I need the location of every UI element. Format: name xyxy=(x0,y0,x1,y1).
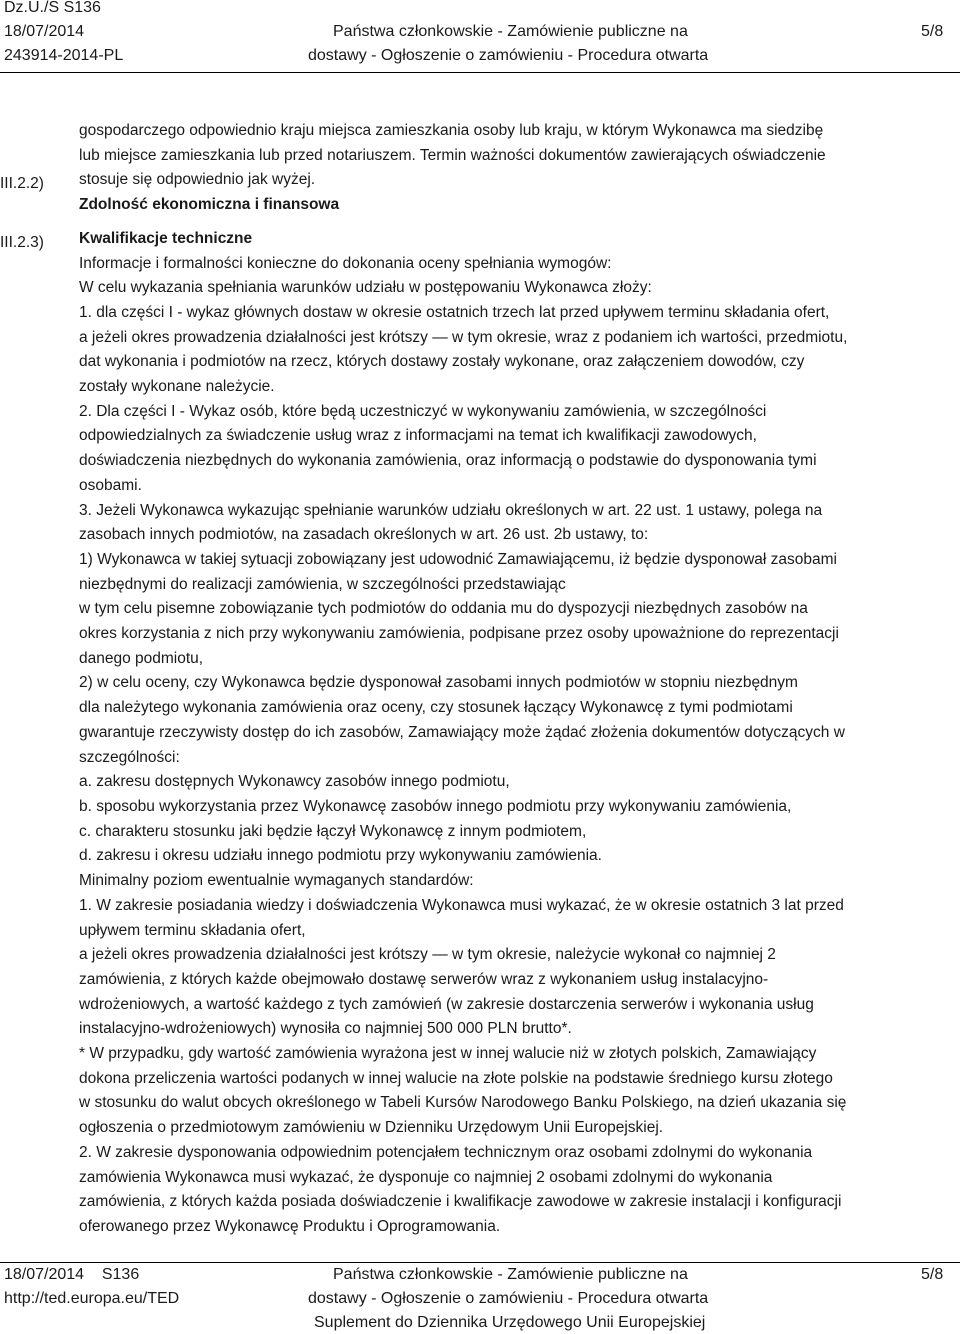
text-line: 1. dla części I - wykaz głównych dostaw w okresie ostatnich trzech lat przed upływem terminu składania ofert, xyxy=(79,303,830,321)
header-journal-ref: Dz.U./S S136 xyxy=(4,0,101,16)
text-line: zamówienia, z których każde obejmowało dostawę serwerów wraz z wykonaniem usług instalacyjno- xyxy=(79,970,769,988)
footer-ted-link[interactable]: http://ted.europa.eu/TED xyxy=(4,1290,180,1307)
text-line: szczególności: xyxy=(79,748,180,766)
header-rule xyxy=(0,72,960,73)
text-line: b. sposobu wykorzystania przez Wykonawcę zasobów innego podmiotu przy wykonywaniu zamówienia, xyxy=(79,797,792,815)
header-notice-id: 243914-2014-PL xyxy=(4,47,124,64)
document-body xyxy=(79,119,957,1240)
header-title-line1: Państwa członkowskie - Zamówienie publiczne na xyxy=(333,23,688,40)
section-number-iii-2-2: III.2.2) xyxy=(0,175,44,192)
text-line: a. zakresu dostępnych Wykonawcy zasobów innego podmiotu, xyxy=(79,773,510,791)
text-line: zamówienia Wykonawca musi wykazać, że dysponuje co najmniej 2 osobami zdolnymi do wykonania xyxy=(79,1168,773,1186)
text-line: 2. W zakresie dysponowania odpowiednim potencjałem technicznym oraz osobami zdolnymi do wykonania xyxy=(79,1143,813,1161)
text-line: niezbędnymi do realizacji zamówienia, w szczególności przedstawiając xyxy=(79,575,566,593)
text-line: W celu wykazania spełniania warunków udziału w postępowaniu Wykonawca złoży: xyxy=(79,279,652,297)
text-line: odpowiedzialnych za świadczenie usług wraz z informacjami na temat ich kwalifikacji zawodowych, xyxy=(79,427,757,445)
footer-supplement: Suplement do Dziennika Urzędowego Unii Europejskiej xyxy=(314,1314,706,1331)
text-line: gospodarczego odpowiednio kraju miejsca zamieszkania osoby lub kraju, w którym Wykonawca ma siedzibę xyxy=(79,122,824,139)
text-line: 1) Wykonawca w takiej sytuacji zobowiązany jest udowodnić Zamawiającemu, iż będzie dysponował zasobami xyxy=(79,550,837,568)
text-line: Informacje i formalności konieczne do dokonania oceny spełniania wymogów: xyxy=(79,254,612,272)
text-line: ogłoszenia o przedmiotowym zamówieniu w Dzienniku Urzędowym Unii Europejskiej. xyxy=(79,1119,664,1137)
text-line: w stosunku do walut obcych określonego w Tabeli Kursów Narodowego Banku Polskiego, na dzień ukazania się xyxy=(79,1094,847,1112)
header-date: 18/07/2014 xyxy=(4,23,85,40)
text-line: doświadczenia niezbędnych do wykonania zamówienia, oraz informacją o podstawie do dysponowania tymi xyxy=(79,452,817,470)
text-line: 2) w celu oceny, czy Wykonawca będzie dysponował zasobami innych podmiotów w stopniu niezbędnym xyxy=(79,674,798,692)
text-line: d. zakresu i okresu udziału innego podmiotu przy wykonywaniu zamówienia. xyxy=(79,847,602,865)
text-line: lub miejsce zamieszkania lub przed notariuszem. Termin ważności dokumentów zawierających oświadczenie xyxy=(79,146,826,164)
text-line: wdrożeniowych, a wartość każdego z tych zamówień (w zakresie dostarczenia serwerów i wykonania usług xyxy=(79,995,814,1013)
text-line: a jeżeli okres prowadzenia działalności jest krótszy — w tym okresie, wraz z podaniem ich wartości, przedmiotu, xyxy=(79,328,848,346)
text-line: dat wykonania i podmiotów na rzecz, których dostawy zostały wykonane, oraz załączeniem dowodów, czy xyxy=(79,353,805,371)
text-line: zasobach innych podmiotów, na zasadach określonych w art. 26 ust. 2b ustawy, to: xyxy=(79,526,649,544)
text-line: oferowanego przez Wykonawcę Produktu i Oprogramowania. xyxy=(79,1217,501,1235)
text-line: gwarantuje rzeczywisty dostęp do ich zasobów, Zamawiający może żądać złożenia dokumentów dotyczących w xyxy=(79,723,845,741)
footer-page-number: 5/8 xyxy=(921,1266,944,1283)
text-line: upływem terminu składania ofert, xyxy=(79,921,306,939)
text-line: Minimalny poziom ewentualnie wymaganych standardów: xyxy=(79,872,474,890)
text-line: 2. Dla części I - Wykaz osób, które będą uczestniczyć w wykonywaniu zamówienia, w szczególności xyxy=(79,402,767,420)
footer-date-issue: 18/07/2014 S136 xyxy=(4,1266,140,1283)
text-line: zamówienia, z których każda posiada doświadczenie i kwalifikacje zawodowe w zakresie instalacji i konfiguracji xyxy=(79,1193,842,1211)
section-heading-technical-qualifications: Kwalifikacje techniczne xyxy=(79,229,253,247)
text-line: stosuje się odpowiednio jak wyżej. xyxy=(79,171,316,189)
footer-rule xyxy=(0,1262,960,1263)
section-heading-economic-capacity: Zdolność ekonomiczna i finansowa xyxy=(79,196,340,214)
text-line: instalacyjno-wdrożeniowych) wynosiła co najmniej 500 000 PLN brutto*. xyxy=(79,1020,572,1038)
section-number-iii-2-3: III.2.3) xyxy=(0,234,44,251)
text-line: a jeżeli okres prowadzenia działalności jest krótszy — w tym okresie, należycie wykonał co najmniej 2 xyxy=(79,946,776,964)
text-line: w tym celu pisemne zobowiązanie tych podmiotów do oddania mu do dyspozycji niezbędnych zasobów na xyxy=(79,600,808,618)
text-line: danego podmiotu, xyxy=(79,649,204,667)
text-line: dokona przeliczenia wartości podanych w innej walucie na złote polskie na podstawie średniego kursu złotego xyxy=(79,1069,833,1087)
text-line: okres korzystania z nich przy wykonywaniu zamówienia, podpisane przez osoby upoważnione do reprezentacji xyxy=(79,625,839,643)
header-title-line2: dostawy - Ogłoszenie o zamówieniu - Procedura otwarta xyxy=(308,47,709,64)
text-line: zostały wykonane należycie. xyxy=(79,378,275,396)
footer-title-line1: Państwa członkowskie - Zamówienie publiczne na xyxy=(333,1266,688,1283)
text-line: 1. W zakresie posiadania wiedzy i doświadczenia Wykonawca musi wykazać, że w okresie ostatnich 3 lat przed xyxy=(79,896,844,914)
text-line: c. charakteru stosunku jaki będzie łączył Wykonawcę z innym podmiotem, xyxy=(79,822,587,840)
text-line: * W przypadku, gdy wartość zamówienia wyrażona jest w innej walucie niż w złotych polskich, Zamawiający xyxy=(79,1045,817,1063)
footer-title-line2: dostawy - Ogłoszenie o zamówieniu - Procedura otwarta xyxy=(308,1290,709,1307)
text-line: 3. Jeżeli Wykonawca wykazując spełnianie warunków udziału określonych w art. 22 ust. 1 ustawy, polega na xyxy=(79,501,823,519)
header-page-number: 5/8 xyxy=(921,23,944,40)
text-line: osobami. xyxy=(79,476,142,494)
text-line: dla należytego wykonania zamówienia oraz oceny, czy stosunek łączący Wykonawcę z tymi podmiotami xyxy=(79,699,793,717)
